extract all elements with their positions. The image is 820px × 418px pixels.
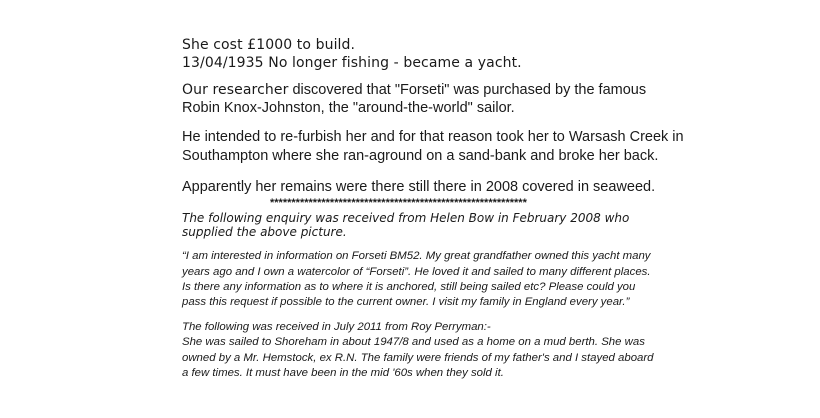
researcher-word: researcher — [212, 82, 289, 98]
enquiry-intro-line-1: The following enquiry was received from Helen Bow in February 2008 who — [182, 211, 630, 225]
enquiry-quote-line-4: pass this request if possible to the current owner. I visit my family in England every year.” — [182, 296, 630, 308]
separator-stars: ************************************************************ — [270, 197, 527, 209]
refurbish-line-2: Southampton where she ran-aground on a sand-bank and broke her back. — [182, 148, 659, 164]
cost-line: She cost £1000 to build. — [182, 37, 356, 53]
researcher-prefix: Our — [182, 82, 213, 98]
researcher-line-2: Robin Knox-Johnston, the "around-the-world" sailor. — [182, 100, 515, 116]
enquiry-quote-line-2: years ago and I own a watercolor of “Forseti”. He loved it and sailed to many different places. — [182, 266, 651, 278]
remains-line: Apparently her remains were there still there in 2008 covered in seaweed. — [182, 179, 656, 195]
researcher-rest: discovered that "Forseti" was purchased by the famous — [288, 82, 647, 98]
date-line: 13/04/1935 No longer fishing - became a yacht. — [182, 55, 522, 71]
perryman-intro: The following was received in July 2011 from Roy Perryman:- — [182, 321, 491, 333]
perryman-line-3: a few times. It must have been in the mid '60s when they sold it. — [182, 367, 504, 379]
enquiry-quote-line-1: “I am interested in information on Forseti BM52. My great grandfather owned this yacht many — [182, 250, 651, 262]
perryman-line-2: owned by a Mr. Hemstock, ex R.N. The family were friends of my father's and I stayed aboard — [182, 352, 654, 364]
refurbish-line-1: He intended to re-furbish her and for that reason took her to Warsash Creek in — [182, 129, 684, 145]
enquiry-intro-line-2: supplied the above picture. — [182, 225, 347, 239]
enquiry-quote-line-3: Is there any information as to where it is anchored, still being sailed etc? Please could you — [182, 281, 636, 293]
perryman-line-1: She was sailed to Shoreham in about 1947/8 and used as a home on a mud berth. She was — [182, 336, 645, 348]
researcher-line-1 — [182, 82, 646, 98]
